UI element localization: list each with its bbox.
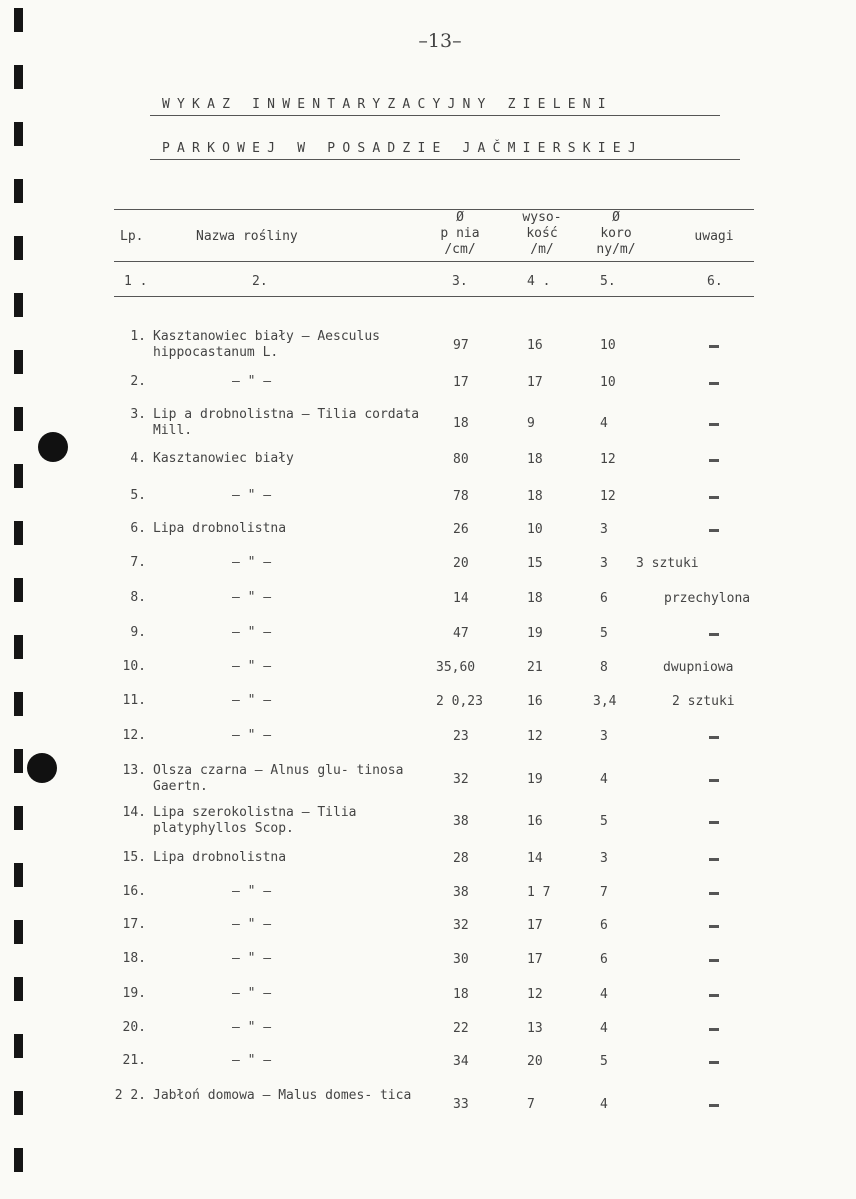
row-remark-dash xyxy=(709,925,719,928)
page-number: –13– xyxy=(418,30,462,52)
row-trunk-diameter: 47 xyxy=(453,626,469,641)
row-remark-dash xyxy=(709,994,719,997)
row-height: 18 xyxy=(527,591,543,606)
row-lp: 2. xyxy=(130,374,146,389)
punch-hole-bottom xyxy=(27,753,57,783)
row-lp: 11. xyxy=(122,693,146,708)
row-height: 12 xyxy=(527,987,543,1002)
row-crown-diameter: 4 xyxy=(600,1097,608,1112)
binder-bar xyxy=(14,692,23,716)
binder-bar xyxy=(14,920,23,944)
row-height: 16 xyxy=(527,814,543,829)
row-height: 18 xyxy=(527,489,543,504)
row-crown-diameter: 4 xyxy=(600,1021,608,1036)
row-remark-dash xyxy=(709,423,719,426)
row-lp: 2 2. xyxy=(114,1088,146,1103)
row-remark: przechylona xyxy=(664,591,751,606)
row-crown-diameter: 12 xyxy=(600,489,616,504)
row-remark-dash xyxy=(709,892,719,895)
binder-bar xyxy=(14,863,23,887)
row-height: 1 7 xyxy=(527,885,551,900)
binder-bar xyxy=(14,578,23,602)
binder-bar xyxy=(14,350,23,374)
header-bottom-rule xyxy=(114,261,754,262)
row-trunk-diameter: 97 xyxy=(453,338,469,353)
row-remark: 2 sztuki xyxy=(672,694,735,709)
row-trunk-diameter: 80 xyxy=(453,452,469,467)
row-plant-name: Olsza czarna – Alnus glu- tinosa Gaertn. xyxy=(153,763,404,794)
header-lp: Lp. xyxy=(120,229,144,244)
row-trunk-diameter: 78 xyxy=(453,489,469,504)
row-ditto-mark: – " – xyxy=(232,555,272,570)
row-remark-dash xyxy=(709,529,719,532)
row-crown-diameter: 8 xyxy=(600,660,608,675)
row-remark-dash xyxy=(709,1104,719,1107)
row-trunk-diameter: 2 0,23 xyxy=(436,694,483,709)
row-crown-diameter: 5 xyxy=(600,814,608,829)
row-plant-name: Lipa drobnolistna xyxy=(153,850,287,865)
row-crown-diameter: 5 xyxy=(600,626,608,641)
row-crown-diameter: 5 xyxy=(600,1054,608,1069)
row-crown-diameter: 4 xyxy=(600,987,608,1002)
row-crown-diameter: 4 xyxy=(600,772,608,787)
row-lp: 10. xyxy=(122,659,146,674)
row-plant-name: Kasztanowiec biały xyxy=(153,451,294,466)
row-height: 16 xyxy=(527,694,543,709)
binder-bar xyxy=(14,179,23,203)
row-lp: 4. xyxy=(130,451,146,466)
row-remark-dash xyxy=(709,1061,719,1064)
row-remark-dash xyxy=(709,779,719,782)
binder-bar xyxy=(14,806,23,830)
binder-bar xyxy=(14,407,23,431)
title-underline-1 xyxy=(150,115,720,116)
row-ditto-mark: – " – xyxy=(232,917,272,932)
column-number-1: 1 . xyxy=(124,274,148,289)
row-height: 12 xyxy=(527,729,543,744)
row-trunk-diameter: 32 xyxy=(453,772,469,787)
row-ditto-mark: – " – xyxy=(232,986,272,1001)
row-lp: 8. xyxy=(130,590,146,605)
row-height: 18 xyxy=(527,452,543,467)
header-name: Nazwa rośliny xyxy=(196,229,298,244)
row-remark-dash xyxy=(709,959,719,962)
row-crown-diameter: 6 xyxy=(600,918,608,933)
row-trunk-diameter: 17 xyxy=(453,375,469,390)
row-remark-dash xyxy=(709,496,719,499)
title-line-2: PARKOWEJ W POSADZIE JAČMIERSKIEJ xyxy=(162,141,643,156)
row-lp: 12. xyxy=(122,728,146,743)
row-height: 20 xyxy=(527,1054,543,1069)
punch-hole-top xyxy=(38,432,68,462)
row-trunk-diameter: 38 xyxy=(453,885,469,900)
row-remark: dwupniowa xyxy=(663,660,734,675)
row-trunk-diameter: 30 xyxy=(453,952,469,967)
row-remark-dash xyxy=(709,858,719,861)
binder-bar xyxy=(14,236,23,260)
row-lp: 6. xyxy=(130,521,146,536)
row-crown-diameter: 4 xyxy=(600,416,608,431)
row-lp: 21. xyxy=(122,1053,146,1068)
row-ditto-mark: – " – xyxy=(232,590,272,605)
row-lp: 1. xyxy=(130,329,146,344)
row-lp: 9. xyxy=(130,625,146,640)
row-height: 17 xyxy=(527,375,543,390)
row-ditto-mark: – " – xyxy=(232,884,272,899)
row-ditto-mark: – " – xyxy=(232,374,272,389)
row-crown-diameter: 3 xyxy=(600,729,608,744)
binder-bar xyxy=(14,1034,23,1058)
row-crown-diameter: 6 xyxy=(600,952,608,967)
row-crown-diameter: 12 xyxy=(600,452,616,467)
row-height: 14 xyxy=(527,851,543,866)
binder-bar xyxy=(14,1091,23,1115)
column-number-4: 4 . xyxy=(527,274,551,289)
column-number-2: 2. xyxy=(252,274,268,289)
row-ditto-mark: – " – xyxy=(232,488,272,503)
row-lp: 13. xyxy=(122,763,146,778)
binder-bar xyxy=(14,8,23,32)
row-trunk-diameter: 32 xyxy=(453,918,469,933)
row-height: 7 xyxy=(527,1097,535,1112)
row-ditto-mark: – " – xyxy=(232,728,272,743)
row-height: 16 xyxy=(527,338,543,353)
row-remark-dash xyxy=(709,736,719,739)
row-plant-name: Kasztanowiec biały – Aesculus hippocastanum L. xyxy=(153,329,380,360)
binder-bar xyxy=(14,977,23,1001)
row-crown-diameter: 10 xyxy=(600,375,616,390)
row-trunk-diameter: 35,60 xyxy=(436,660,476,675)
title-line-1: WYKAZ INWENTARYZACYJNY ZIELENI xyxy=(162,97,613,112)
row-plant-name: Lipa drobnolistna xyxy=(153,521,287,536)
row-height: 17 xyxy=(527,952,543,967)
row-plant-name: Jabłoń domowa – Malus domes- tica xyxy=(153,1088,412,1103)
row-lp: 18. xyxy=(122,951,146,966)
row-trunk-diameter: 18 xyxy=(453,987,469,1002)
row-trunk-diameter: 18 xyxy=(453,416,469,431)
row-trunk-diameter: 34 xyxy=(453,1054,469,1069)
row-ditto-mark: – " – xyxy=(232,951,272,966)
binder-bar xyxy=(14,464,23,488)
title-underline-2 xyxy=(150,159,740,160)
row-height: 19 xyxy=(527,772,543,787)
header-trunk: Ø p nia /cm/ xyxy=(440,210,480,257)
row-height: 13 xyxy=(527,1021,543,1036)
row-trunk-diameter: 14 xyxy=(453,591,469,606)
row-lp: 15. xyxy=(122,850,146,865)
row-trunk-diameter: 28 xyxy=(453,851,469,866)
row-crown-diameter: 6 xyxy=(600,591,608,606)
row-remark-dash xyxy=(709,382,719,385)
row-lp: 19. xyxy=(122,986,146,1001)
column-number-5: 5. xyxy=(600,274,616,289)
row-trunk-diameter: 38 xyxy=(453,814,469,829)
binder-bar xyxy=(14,293,23,317)
row-remark-dash xyxy=(709,1028,719,1031)
row-height: 17 xyxy=(527,918,543,933)
row-crown-diameter: 7 xyxy=(600,885,608,900)
row-plant-name: Lipa szerokolistna – Tilia platyphyllos Scop. xyxy=(153,805,357,836)
row-lp: 14. xyxy=(122,805,146,820)
row-crown-diameter: 3 xyxy=(600,522,608,537)
row-ditto-mark: – " – xyxy=(232,659,272,674)
row-plant-name: Lip a drobnolistna – Tilia cordata Mill. xyxy=(153,407,420,438)
binder-bar xyxy=(14,1148,23,1172)
row-remark-dash xyxy=(709,633,719,636)
header-height: wyso- kość /m/ xyxy=(522,210,562,257)
row-trunk-diameter: 33 xyxy=(453,1097,469,1112)
binder-bar xyxy=(14,521,23,545)
row-remark-dash xyxy=(709,821,719,824)
column-number-3: 3. xyxy=(452,274,468,289)
binder-bar xyxy=(14,749,23,773)
column-number-6: 6. xyxy=(707,274,723,289)
row-lp: 16. xyxy=(122,884,146,899)
row-ditto-mark: – " – xyxy=(232,693,272,708)
header-crown: Ø koro ny/m/ xyxy=(596,210,636,257)
row-remark: 3 sztuki xyxy=(636,556,699,571)
row-lp: 5. xyxy=(130,488,146,503)
row-crown-diameter: 10 xyxy=(600,338,616,353)
row-crown-diameter: 3 xyxy=(600,851,608,866)
row-trunk-diameter: 23 xyxy=(453,729,469,744)
binder-edge xyxy=(14,0,23,1199)
row-ditto-mark: – " – xyxy=(232,1053,272,1068)
row-remark-dash xyxy=(709,345,719,348)
header-remarks: uwagi xyxy=(694,229,734,244)
binder-bar xyxy=(14,65,23,89)
column-numbers-bottom-rule xyxy=(114,296,754,297)
binder-bar xyxy=(14,635,23,659)
row-lp: 17. xyxy=(122,917,146,932)
row-ditto-mark: – " – xyxy=(232,1020,272,1035)
row-lp: 7. xyxy=(130,555,146,570)
row-ditto-mark: – " – xyxy=(232,625,272,640)
row-lp: 3. xyxy=(130,407,146,422)
row-trunk-diameter: 22 xyxy=(453,1021,469,1036)
row-height: 19 xyxy=(527,626,543,641)
row-height: 21 xyxy=(527,660,543,675)
row-height: 9 xyxy=(527,416,535,431)
row-trunk-diameter: 26 xyxy=(453,522,469,537)
row-height: 15 xyxy=(527,556,543,571)
row-lp: 20. xyxy=(122,1020,146,1035)
binder-bar xyxy=(14,122,23,146)
row-crown-diameter: 3,4 xyxy=(593,694,617,709)
row-trunk-diameter: 20 xyxy=(453,556,469,571)
row-height: 10 xyxy=(527,522,543,537)
row-crown-diameter: 3 xyxy=(600,556,608,571)
row-remark-dash xyxy=(709,459,719,462)
